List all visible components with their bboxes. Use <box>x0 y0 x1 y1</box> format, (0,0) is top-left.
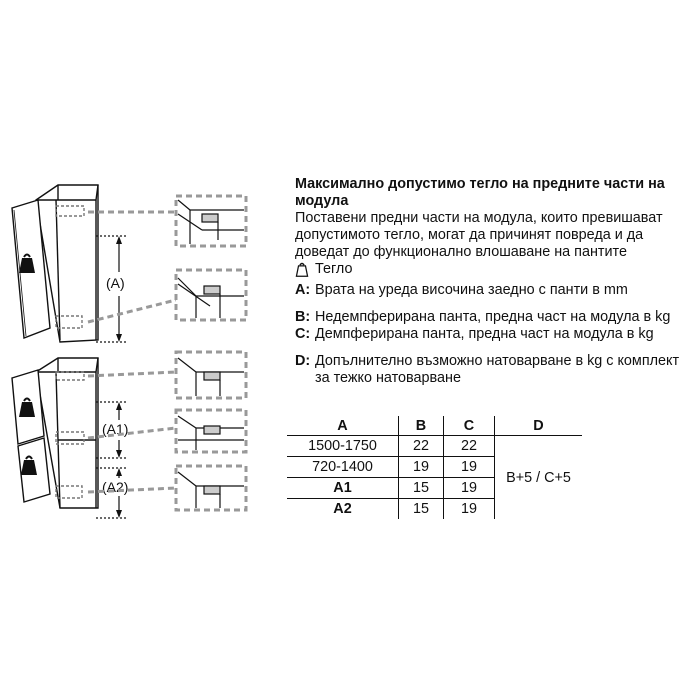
legend-d <box>295 353 695 387</box>
legend-text-a: Врата на уреда височина заедно с панти в mm <box>315 282 628 298</box>
intro-paragraph: Поставени предни части на модула, които превишават допустимото тегло, могат да причинят повреда и да доведат до функционално влошаване на пантите <box>295 210 663 260</box>
legend-key-b: B: <box>295 309 311 325</box>
header-d: D <box>495 416 583 436</box>
header-c: C <box>444 416 495 436</box>
hinge-detail-bottom-3 <box>176 466 246 510</box>
table-row <box>287 436 582 457</box>
cell-c: 19 <box>444 478 495 499</box>
legend-text-d: Допълнително възможно натоварване в kg с комплект за тежко натоварване <box>315 353 680 386</box>
detail-connectors-top <box>88 212 176 322</box>
dimension-a1-label: (A1) <box>102 421 129 437</box>
hinge-detail-bottom-2 <box>176 410 246 452</box>
legend-key-a: A: <box>295 282 311 298</box>
legend-text-c: Демпферирана панта, предна част на модула в kg <box>315 326 654 342</box>
dimension-a2-label: (A2) <box>102 479 129 495</box>
hinge-detail-bottom-1 <box>176 352 246 398</box>
cell-c: 19 <box>444 499 495 520</box>
hinge-detail-lower <box>176 270 246 320</box>
weight-icon <box>295 261 309 277</box>
cell-a: A1 <box>287 478 399 499</box>
cell-b: 19 <box>399 457 444 478</box>
legend-b <box>295 309 695 326</box>
double-door-appliance <box>12 358 98 508</box>
cell-a: 720-1400 <box>287 457 399 478</box>
legend-weight <box>295 261 695 282</box>
legend-key-c: C: <box>295 326 311 342</box>
table-header-row <box>287 416 582 436</box>
cell-c: 19 <box>444 457 495 478</box>
legend-text-b: Недемпферирана панта, предна част на модула в kg <box>315 309 671 325</box>
cell-b: 15 <box>399 478 444 499</box>
description-block <box>295 176 695 387</box>
header-a: A <box>287 416 399 436</box>
legend-c <box>295 326 695 343</box>
header-b: B <box>399 416 444 436</box>
heading: Максимално допустимо тегло на предните части на модула <box>295 176 665 209</box>
cell-a: A2 <box>287 499 399 520</box>
hinge-detail-upper <box>176 196 246 246</box>
weight-legend-icon <box>295 261 315 282</box>
weight-table <box>287 416 582 519</box>
cell-c: 22 <box>444 436 495 457</box>
dimension-a1-a2-arrows <box>96 402 129 518</box>
cell-d: B+5 / C+5 <box>506 469 571 486</box>
cell-a: 1500-1750 <box>287 436 399 457</box>
weight-legend-text: Тегло <box>315 261 353 277</box>
legend-a <box>295 282 695 299</box>
cell-b: 15 <box>399 499 444 520</box>
dimension-a-label: (A) <box>106 275 125 291</box>
cell-b: 22 <box>399 436 444 457</box>
legend-key-d: D: <box>295 353 311 369</box>
